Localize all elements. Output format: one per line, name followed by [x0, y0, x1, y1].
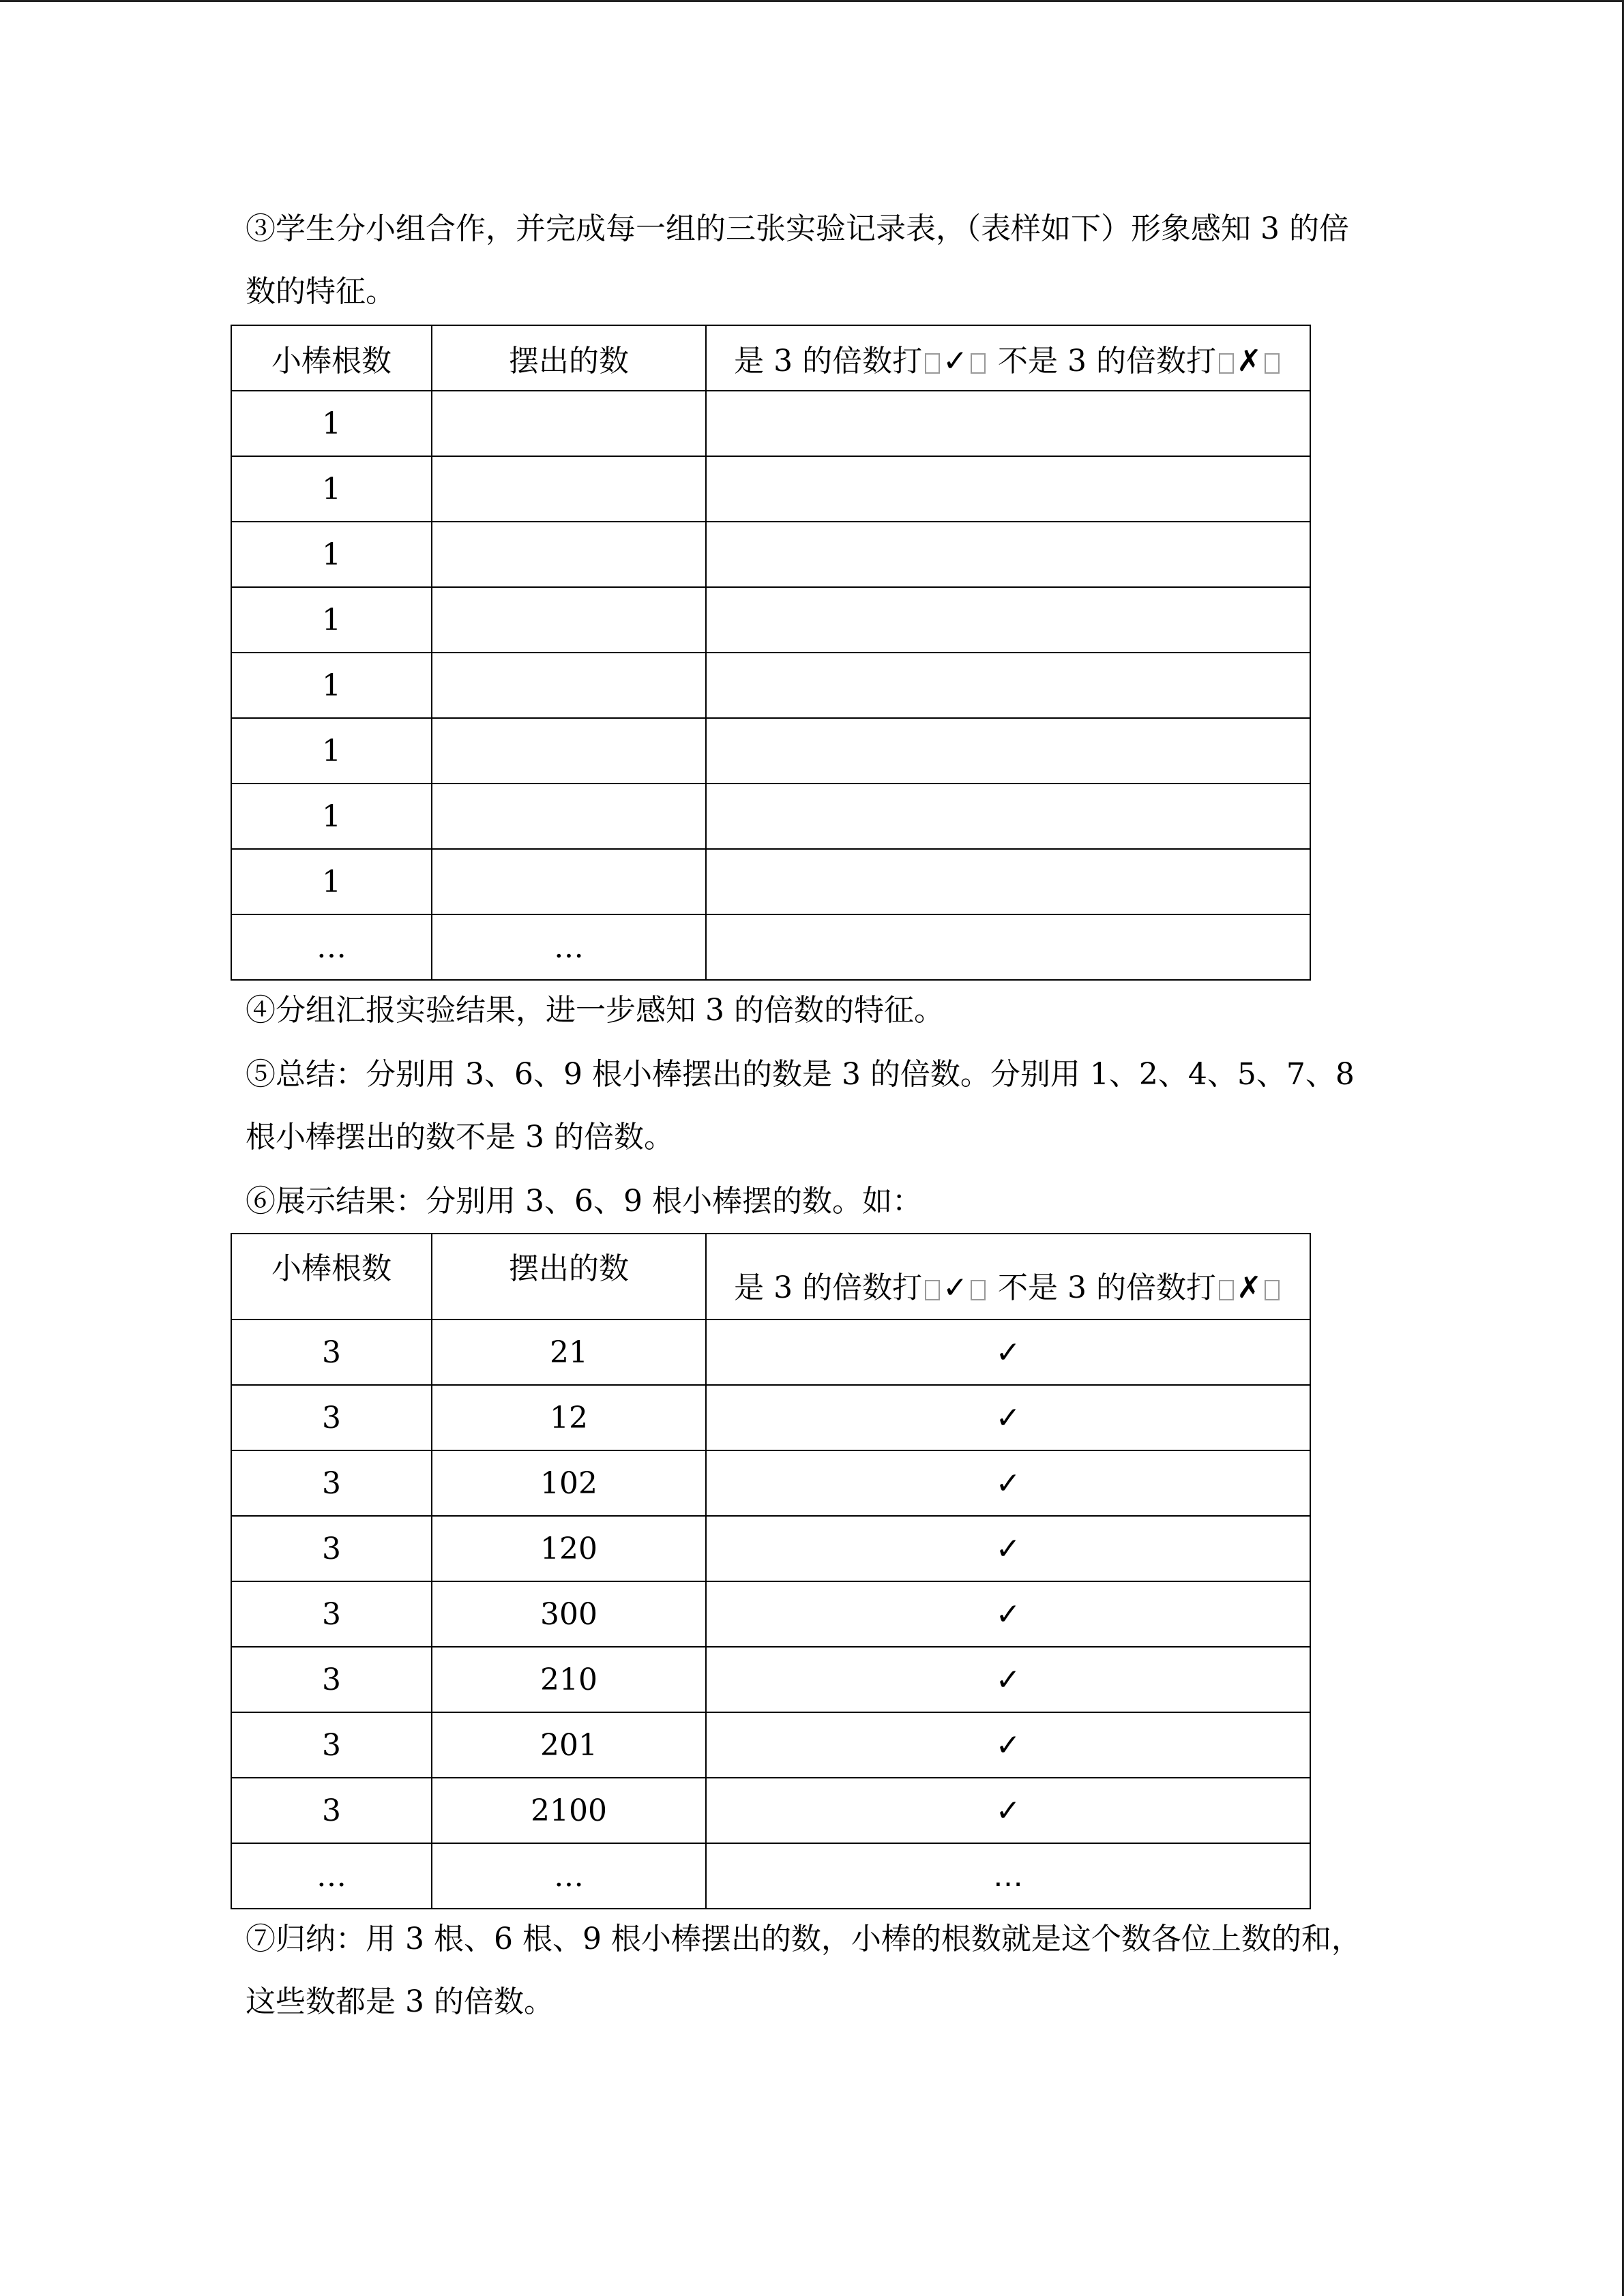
cell-number-formed: 2100 — [432, 1778, 706, 1843]
cell-stick-count: 1 — [231, 391, 432, 456]
table-row — [231, 1581, 1310, 1647]
table-row — [231, 1843, 1310, 1909]
paragraph-step-6: ⑥展示结果：分别用 3、6、9 根小棒摆的数。如： — [246, 1184, 922, 1219]
cell-mark: ✓ — [706, 1712, 1310, 1778]
paragraph-step-3: ③学生分小组合作，并完成每一组的三张实验记录表，（表样如下）形象感知 3 的倍数的特征。 — [246, 211, 1349, 309]
header-multiple-of-3 — [706, 325, 1310, 391]
cell-mark: ✓ — [706, 1647, 1310, 1712]
header-multiple-of-3 — [706, 1234, 1310, 1320]
table-row — [231, 1385, 1310, 1450]
cell-number-formed — [432, 456, 706, 522]
table-row — [231, 522, 1310, 587]
cell-mark: ✓ — [706, 1581, 1310, 1647]
header-number-formed: 摆出的数 — [432, 1234, 706, 1320]
table-row — [231, 784, 1310, 849]
cell-stick-count: 3 — [231, 1581, 432, 1647]
table-row — [231, 1450, 1310, 1516]
table-row — [231, 914, 1310, 980]
cell-stick-count: 3 — [231, 1450, 432, 1516]
cell-number-formed — [432, 718, 706, 784]
cell-stick-count: 1 — [231, 522, 432, 587]
checkbox-icon — [1219, 1280, 1234, 1300]
table-row — [231, 1647, 1310, 1712]
table-row — [231, 1712, 1310, 1778]
cell-number-formed — [432, 391, 706, 456]
checkbox-icon — [925, 1280, 940, 1300]
table-row — [231, 1320, 1310, 1385]
cell-mark — [706, 784, 1310, 849]
checkbox-icon — [971, 1280, 986, 1300]
header-number-formed: 摆出的数 — [432, 325, 706, 391]
paragraph-step-4: ④分组汇报实验结果，进一步感知 3 的倍数的特征。 — [246, 993, 944, 1028]
cell-mark: ✓ — [706, 1778, 1310, 1843]
cell-number-formed — [432, 784, 706, 849]
table-header-row — [231, 325, 1310, 391]
paragraph-step-7: ⑦归纳：用 3 根、6 根、9 根小棒摆出的数，小棒的根数就是这个数各位上数的和，这些数都是 3 的倍数。 — [246, 1922, 1361, 2019]
table-row — [231, 1516, 1310, 1581]
header-stick-count: 小棒根数 — [231, 325, 432, 391]
cell-stick-count: 3 — [231, 1712, 432, 1778]
cell-stick-count: 1 — [231, 849, 432, 914]
cell-mark — [706, 718, 1310, 784]
header-yes-label: 是 3 的倍数打 — [734, 344, 923, 378]
header-no-label: 不是 3 的倍数打 — [998, 1270, 1216, 1305]
table-row — [231, 1778, 1310, 1843]
cell-number-formed: 102 — [432, 1450, 706, 1516]
cell-stick-count: 3 — [231, 1385, 432, 1450]
cross-icon: ✗ — [1236, 1270, 1262, 1305]
table-row — [231, 456, 1310, 522]
checkbox-icon — [1219, 353, 1234, 374]
cell-mark — [706, 522, 1310, 587]
cell-stick-count: 3 — [231, 1778, 432, 1843]
page-top-border — [0, 0, 1624, 2]
table-row — [231, 391, 1310, 456]
cell-mark — [706, 914, 1310, 980]
cell-stick-count: 3 — [231, 1647, 432, 1712]
check-icon: ✓ — [943, 1270, 968, 1305]
cell-number-formed: 210 — [432, 1647, 706, 1712]
checkbox-icon — [1265, 353, 1280, 374]
table-row — [231, 653, 1310, 718]
cell-mark: ✓ — [706, 1516, 1310, 1581]
cell-stick-count: 1 — [231, 718, 432, 784]
cell-mark — [706, 849, 1310, 914]
checkbox-icon — [971, 353, 986, 374]
cell-stick-count: … — [231, 914, 432, 980]
table-row — [231, 718, 1310, 784]
cell-mark — [706, 587, 1310, 653]
header-yes-label: 是 3 的倍数打 — [734, 1270, 923, 1305]
cell-number-formed: 120 — [432, 1516, 706, 1581]
cell-mark — [706, 653, 1310, 718]
checkbox-icon — [1265, 1280, 1280, 1300]
cell-number-formed: … — [432, 1843, 706, 1909]
cell-number-formed — [432, 522, 706, 587]
cell-number-formed: 300 — [432, 1581, 706, 1647]
cell-mark: ✓ — [706, 1450, 1310, 1516]
cell-number-formed: 21 — [432, 1320, 706, 1385]
cell-mark: … — [706, 1843, 1310, 1909]
cell-stick-count: 1 — [231, 653, 432, 718]
header-stick-count: 小棒根数 — [231, 1234, 432, 1320]
cell-number-formed — [432, 653, 706, 718]
experiment-record-table-blank — [231, 325, 1311, 981]
cell-number-formed: 12 — [432, 1385, 706, 1450]
cell-stick-count: 3 — [231, 1516, 432, 1581]
table-row — [231, 587, 1310, 653]
experiment-record-table-results — [231, 1233, 1311, 1909]
cell-number-formed — [432, 849, 706, 914]
cell-mark: ✓ — [706, 1320, 1310, 1385]
table-header-row — [231, 1234, 1310, 1320]
checkbox-icon — [925, 353, 940, 374]
cell-number-formed: … — [432, 914, 706, 980]
cell-number-formed: 201 — [432, 1712, 706, 1778]
cross-icon: ✗ — [1236, 344, 1262, 378]
cell-mark — [706, 456, 1310, 522]
cell-mark — [706, 391, 1310, 456]
cell-mark: ✓ — [706, 1385, 1310, 1450]
paragraph-step-5: ⑤总结：分别用 3、6、9 根小棒摆出的数是 3 的倍数。分别用 1、2、4、5、7、8 根小棒摆出的数不是 3 的倍数。 — [246, 1057, 1355, 1154]
cell-stick-count: … — [231, 1843, 432, 1909]
table-row — [231, 849, 1310, 914]
cell-stick-count: 1 — [231, 784, 432, 849]
check-icon: ✓ — [943, 344, 968, 378]
cell-stick-count: 3 — [231, 1320, 432, 1385]
cell-stick-count: 1 — [231, 456, 432, 522]
cell-stick-count: 1 — [231, 587, 432, 653]
header-no-label: 不是 3 的倍数打 — [998, 344, 1216, 378]
cell-number-formed — [432, 587, 706, 653]
